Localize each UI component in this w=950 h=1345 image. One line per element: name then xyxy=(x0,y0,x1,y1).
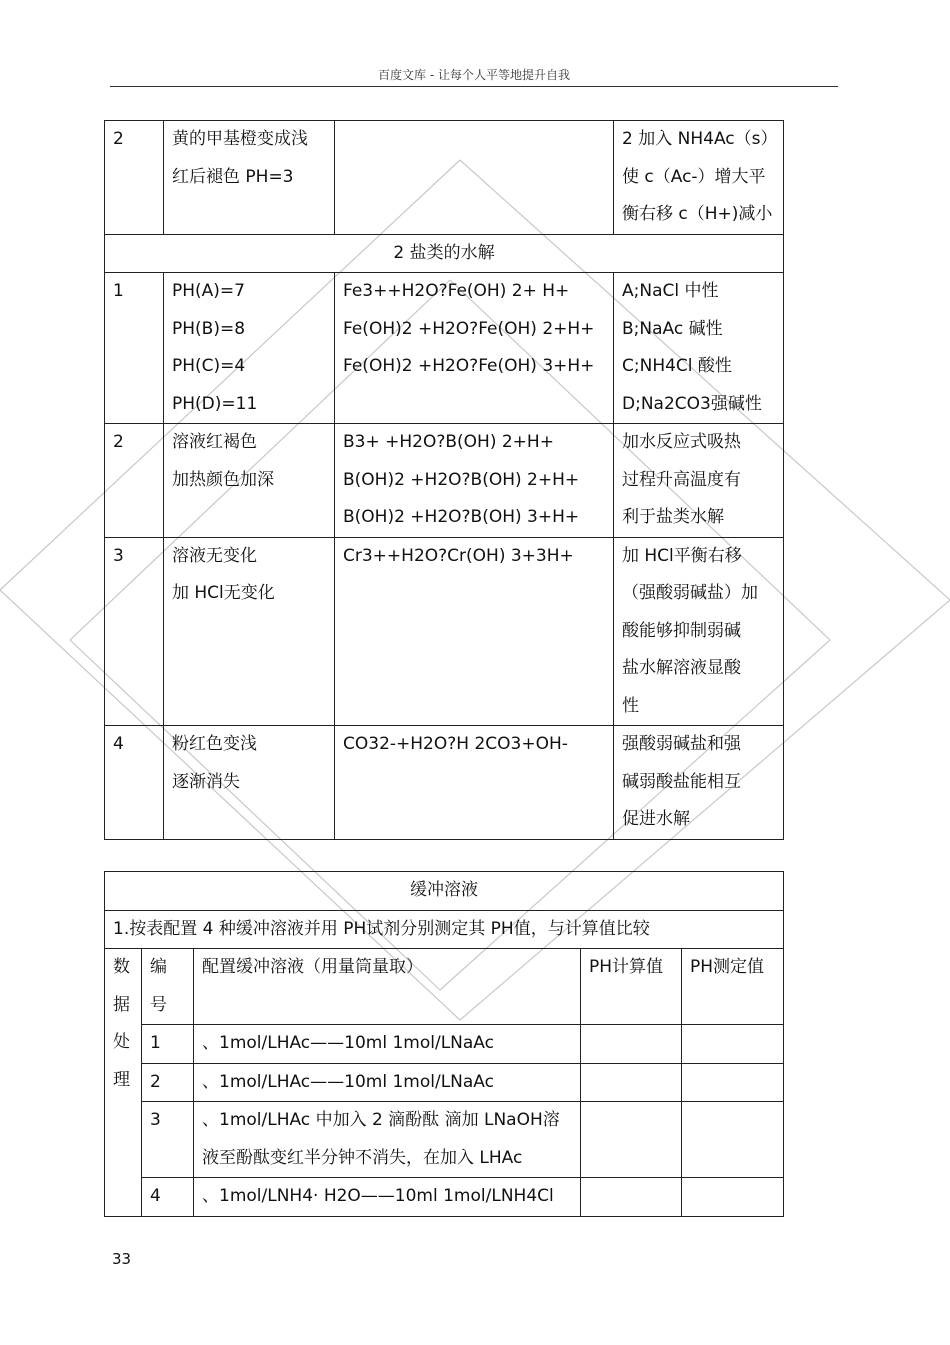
cell-line: Fe(OH)2 +H2O?Fe(OH) 2+H+ xyxy=(343,318,595,339)
explanation-cell xyxy=(614,537,784,726)
row-number: 4 xyxy=(142,1178,194,1217)
row-number: 3 xyxy=(105,537,164,726)
buffer-table xyxy=(104,871,784,1217)
phenomenon-cell xyxy=(164,537,335,726)
instruction-row xyxy=(105,910,784,949)
row-number: 2 xyxy=(142,1063,194,1102)
cell-line: Fe3++H2O?Fe(OH) 2+ H+ xyxy=(343,281,570,301)
cell-line: 、1mol/LHAc 中加入 2 滴酚酞 滴加 LNaOH溶 xyxy=(202,1110,560,1130)
cell-line: 碱弱酸盐能相互 xyxy=(622,771,741,792)
meas-cell xyxy=(682,1063,784,1102)
calc-cell xyxy=(581,1025,682,1064)
phenomenon-cell xyxy=(164,424,335,538)
header-row xyxy=(105,949,784,1025)
table-row xyxy=(105,537,784,726)
cell-line: 性 xyxy=(622,695,639,716)
buffer-instruction: 1.按表配置 4 种缓冲溶液并用 PH试剂分别测定其 PH值，与计算值比较 xyxy=(105,910,784,949)
cell-line: D;Na2CO3强碱性 xyxy=(622,393,762,414)
col-header-prep: 配置缓冲溶液（用量筒量取） xyxy=(194,949,581,1025)
cell-line: Cr3++H2O?Cr(OH) 3+3H+ xyxy=(343,545,574,566)
section-title-row xyxy=(105,234,784,273)
explanation-cell xyxy=(614,121,784,235)
cell-line: （强酸弱碱盐）加 xyxy=(622,583,758,603)
cell-line: A;NaCl 中性 xyxy=(622,281,719,301)
cell-line: PH(A)=7 xyxy=(172,281,245,301)
side-label-char: 数 xyxy=(113,957,130,977)
meas-cell xyxy=(682,1102,784,1178)
cell-line: 粉红色变浅 xyxy=(172,734,257,754)
table-title-row xyxy=(105,872,784,911)
cell-line: 2 加入 NH4Ac（s） xyxy=(622,129,778,149)
cell-line: 红后褪色 PH=3 xyxy=(172,166,294,187)
cell-line: B(OH)2 +H2O?B(OH) 2+H+ xyxy=(343,469,580,490)
explanation-cell xyxy=(614,726,784,840)
cell-line: 盐水解溶液显酸 xyxy=(622,658,741,678)
col-header-calc: PH计算值 xyxy=(581,949,682,1025)
table-row xyxy=(105,1102,784,1178)
section-title: 2 盐类的水解 xyxy=(105,234,784,273)
row-number: 2 xyxy=(105,121,164,235)
cell-line: B;NaAc 碱性 xyxy=(622,318,723,339)
cell-line: 溶液红褐色 xyxy=(172,432,257,452)
header-divider xyxy=(110,86,838,87)
explanation-cell xyxy=(614,424,784,538)
calc-cell xyxy=(581,1102,682,1178)
cell-line: 加水反应式吸热 xyxy=(622,432,741,452)
cell-line: 溶液无变化 xyxy=(172,545,257,566)
table-row xyxy=(105,273,784,424)
cell-line: 衡右移 c（H+)减小 xyxy=(622,204,773,224)
cell-line: 液至酚酞变红半分钟不消失，在加入 LHAc xyxy=(202,1147,523,1168)
cell-line: CO32-+H2O?H 2CO3+OH- xyxy=(343,734,568,754)
table-row xyxy=(105,424,784,538)
side-label-char: 据 xyxy=(113,994,130,1015)
equation-cell xyxy=(335,121,614,235)
cell-line: B3+ +H2O?B(OH) 2+H+ xyxy=(343,432,554,452)
equation-cell xyxy=(335,273,614,424)
equation-cell xyxy=(335,424,614,538)
phenomenon-cell xyxy=(164,726,335,840)
table-row xyxy=(105,1178,784,1217)
cell-line: PH(D)=11 xyxy=(172,393,258,414)
phenomenon-cell xyxy=(164,273,335,424)
prep-cell: 、1mol/LHAc——10ml 1mol/LNaAc xyxy=(194,1063,581,1102)
equation-cell xyxy=(335,537,614,726)
page-header: 百度文库 - 让每个人平等地提升自我 xyxy=(378,68,570,82)
table-row xyxy=(105,1025,784,1064)
row-number: 1 xyxy=(105,273,164,424)
row-number: 1 xyxy=(142,1025,194,1064)
cell-line: 加热颜色加深 xyxy=(172,469,274,490)
page-number: 33 xyxy=(112,1250,132,1268)
cell-line: 逐渐消失 xyxy=(172,771,240,792)
cell-line: 促进水解 xyxy=(622,809,690,829)
buffer-title: 缓冲溶液 xyxy=(105,872,784,911)
side-label-char: 理 xyxy=(113,1069,130,1090)
cell-line: Fe(OH)2 +H2O?Fe(OH) 3+H+ xyxy=(343,356,595,376)
prep-cell xyxy=(194,1102,581,1178)
table-row xyxy=(105,1063,784,1102)
side-label xyxy=(105,949,142,1217)
prep-cell: 、1mol/LHAc——10ml 1mol/LNaAc xyxy=(194,1025,581,1064)
cell-line: 号 xyxy=(150,994,167,1015)
col-header-no xyxy=(142,949,194,1025)
meas-cell xyxy=(682,1025,784,1064)
cell-line: 利于盐类水解 xyxy=(622,507,724,527)
row-number: 3 xyxy=(142,1102,194,1178)
table-row xyxy=(105,121,784,235)
cell-line: 过程升高温度有 xyxy=(622,469,741,490)
hydrolysis-table xyxy=(104,120,784,840)
cell-line: 酸能够抑制弱碱 xyxy=(622,620,741,641)
cell-line: 加 HCl平衡右移 xyxy=(622,545,742,566)
equation-cell xyxy=(335,726,614,840)
cell-line: 编 xyxy=(150,957,167,977)
prep-cell: 、1mol/LNH4· H2O——10ml 1mol/LNH4Cl xyxy=(194,1178,581,1217)
row-number: 2 xyxy=(105,424,164,538)
explanation-cell xyxy=(614,273,784,424)
table-row xyxy=(105,726,784,840)
calc-cell xyxy=(581,1178,682,1217)
calc-cell xyxy=(581,1063,682,1102)
cell-line: 强酸弱碱盐和强 xyxy=(622,734,741,754)
cell-line: 加 HCl无变化 xyxy=(172,583,275,603)
cell-line: PH(C)=4 xyxy=(172,356,246,376)
phenomenon-cell xyxy=(164,121,335,235)
cell-line: 黄的甲基橙变成浅 xyxy=(172,129,308,149)
cell-line: 使 c（Ac-）增大平 xyxy=(622,166,766,187)
cell-line: PH(B)=8 xyxy=(172,318,246,339)
row-number: 4 xyxy=(105,726,164,840)
col-header-meas: PH测定值 xyxy=(682,949,784,1025)
meas-cell xyxy=(682,1178,784,1217)
side-label-char: 处 xyxy=(113,1032,130,1052)
cell-line: B(OH)2 +H2O?B(OH) 3+H+ xyxy=(343,507,580,527)
cell-line: C;NH4Cl 酸性 xyxy=(622,356,732,376)
